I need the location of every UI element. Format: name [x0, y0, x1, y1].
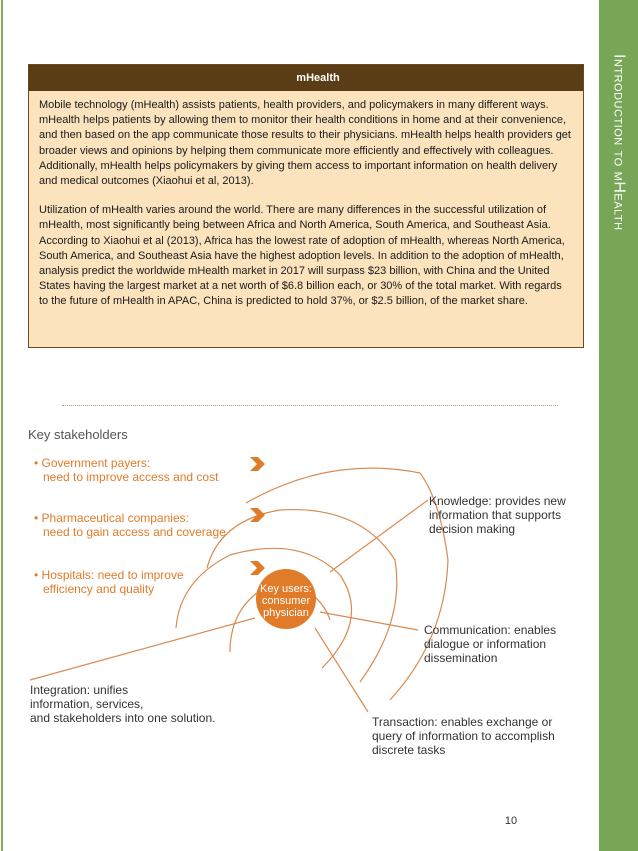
key-users-label	[250, 583, 322, 619]
stakeholder-line2: need to improve access and cost	[43, 470, 219, 484]
stakeholder-hospitals	[34, 568, 184, 596]
bullet: •	[34, 456, 42, 470]
transaction-line1: Transaction: enables exchange or	[372, 715, 553, 729]
bullet: •	[34, 511, 42, 525]
communication-label	[424, 623, 556, 665]
stakeholder-line1: Government payers:	[41, 456, 151, 470]
box-header: mHealth	[29, 65, 583, 91]
paragraph-2: Utilization of mHealth varies around the world. There are many differences in the successful utilization of mHealth, most significantly being between Africa and North America, South America, and Southeast Asia. According to Xiaohui et al (2013), Africa has the lowest rate of adoption of mHealth, whereas North America, South America, and Southeast Asia have the highest adoption levels. In addition to the adoption of mHealth, analysis predict the worldwide mHealth market in 2017 will surpass $23 billion, with China and the United States having the largest market at a net worth of $6.8 billion each, or 30% of the total market. With regards to the future of mHealth in APAC, China is predicted to hold 37%, or $2.5 billion, of the market share.	[39, 204, 565, 308]
paragraph-1: Mobile technology (mHealth) assists patients, health providers, and policymakers in many different ways. mHealth helps patients by allowing them to monitor their health conditions in home and at their convenience, and then based on the app communicate those results to their physicians. mHealth helps health providers get broader views and opinions by helping them communicate more efficiently and effectively with colleagues. Additionally, mHealth helps policymakers by giving them access to important information on health delivery and medical outcomes (Xiaohui et al, 2013).	[39, 99, 571, 188]
chevron-icon-1	[250, 457, 265, 471]
communication-line3: dissemination	[424, 651, 498, 665]
transaction-line2: query of information to accomplish	[372, 729, 555, 743]
integration-line3: and stakeholders into one solution.	[30, 711, 216, 725]
dotted-divider	[62, 405, 558, 406]
mhealth-box	[28, 64, 584, 348]
stakeholder-line2: efficiency and quality	[43, 582, 155, 596]
key-stakeholders-heading: Key stakeholders	[28, 427, 128, 442]
knowledge-line1: Knowledge: provides new	[429, 494, 566, 508]
chevron-icon-3	[250, 561, 265, 575]
chevron-icon-2	[250, 508, 265, 522]
stakeholder-pharma	[34, 511, 226, 539]
integration-line2: information, services,	[30, 697, 144, 711]
bullet: •	[34, 568, 42, 582]
chapter-title: Introduction to mHealth	[610, 54, 628, 231]
key-users-line2: consumer	[261, 595, 311, 607]
connector-communication	[320, 612, 418, 630]
transaction-line3: discrete tasks	[372, 743, 446, 757]
knowledge-line3: decision making	[429, 522, 516, 536]
sidebar-title	[599, 0, 638, 851]
integration-line1: Integration: unifies	[30, 683, 129, 697]
connector-knowledge	[330, 500, 428, 572]
key-users-line1: Key users:	[260, 583, 312, 595]
connector-integration	[30, 618, 255, 680]
sidebar	[599, 0, 638, 851]
communication-line1: Communication: enables	[424, 623, 557, 637]
stakeholder-line1: Hospitals: need to improve	[41, 568, 184, 582]
knowledge-line2: information that supports	[429, 508, 562, 522]
stakeholder-line1: Pharmaceutical companies:	[41, 511, 189, 525]
key-users-line3: physician	[263, 607, 309, 619]
box-body	[29, 91, 583, 310]
connector-transaction	[315, 628, 368, 712]
stakeholder-line2: need to gain access and coverage	[43, 525, 226, 539]
integration-label	[30, 683, 215, 725]
communication-line2: dialogue or information	[424, 637, 547, 651]
page-number: 10	[504, 815, 518, 827]
knowledge-label	[429, 494, 566, 536]
transaction-label	[372, 715, 555, 757]
stakeholder-government	[34, 456, 218, 484]
